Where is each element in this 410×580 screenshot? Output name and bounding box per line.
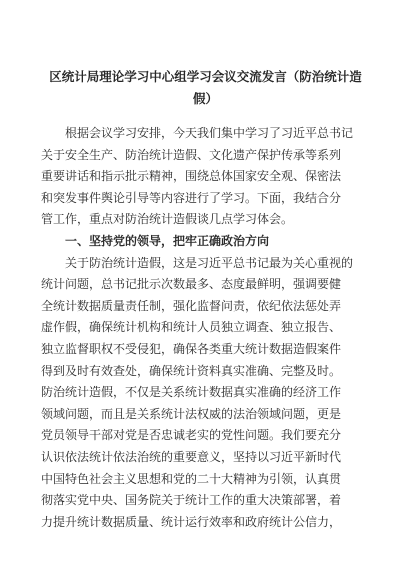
text-line: 独立监督职权不受侵犯，确保各类重大统计数据造假案件 <box>41 341 342 356</box>
body-paragraph <box>41 382 370 533</box>
text-line: 力提升统计数据质量、统计运行效率和政府统计公信力， <box>41 514 342 529</box>
title-line: 区统计局理论学习中心组学习会议交流发言（防治统计造 <box>49 69 362 84</box>
text-line: 根据会议学习安排，今天我们集中学习了习近平总书记 <box>65 126 354 140</box>
text-line: 关于防治统计造假，这是习近平总书记最为关心重视的 <box>65 255 354 270</box>
text-line: 领域问题，而且是关系统计法权威的法治领域问题，更是 <box>41 406 342 421</box>
text-line: 党员领导干部对党是否忠诚老实的党性问题。我们要充分 <box>41 428 342 443</box>
text-line: 虚作假，确保统计机构和统计人员独立调查、独立报告、 <box>41 320 342 335</box>
text-line: 和突发事件舆论引导等内容进行了学习。下面，我结合分 <box>41 190 342 205</box>
text-line: 关于安全生产、防治统计造假、文化遗产保护传承等系列 <box>41 147 342 162</box>
document-title <box>41 66 370 110</box>
body-paragraph <box>41 253 370 383</box>
text-line: 认识依法统计依法治统的重要意义，坚持以习近平新时代 <box>41 449 342 464</box>
text-line: 重要讲话和指示批示精神，围绕总体国家安全观、保密法 <box>41 169 342 184</box>
text-line: 防治统计造假，不仅是关系统计数据真实准确的经济工作 <box>41 385 342 400</box>
intro-paragraph <box>41 123 370 231</box>
text-line: 彻落实党中央、国务院关于统计工作的重大决策部署，着 <box>41 493 342 508</box>
section-heading: 一、坚持党的领导，把牢正确政治方向 <box>65 233 270 248</box>
document-body <box>41 123 370 533</box>
text-line: 中国特色社会主义思想和党的二十大精神为引领，认真贯 <box>41 471 342 486</box>
text-line: 得到及时有效查处，确保统计资料真实准确、完整及时。 <box>41 363 342 378</box>
text-line: 统计问题，总书记批示次数最多、态度最鲜明，强调要健 <box>41 277 342 292</box>
text-line: 全统计数据质量责任制，强化监督问责，依纪依法惩处弄 <box>41 298 342 313</box>
title-line: 假） <box>192 91 218 106</box>
text-line: 管工作，重点对防治统计造假谈几点学习体会。 <box>41 212 294 227</box>
